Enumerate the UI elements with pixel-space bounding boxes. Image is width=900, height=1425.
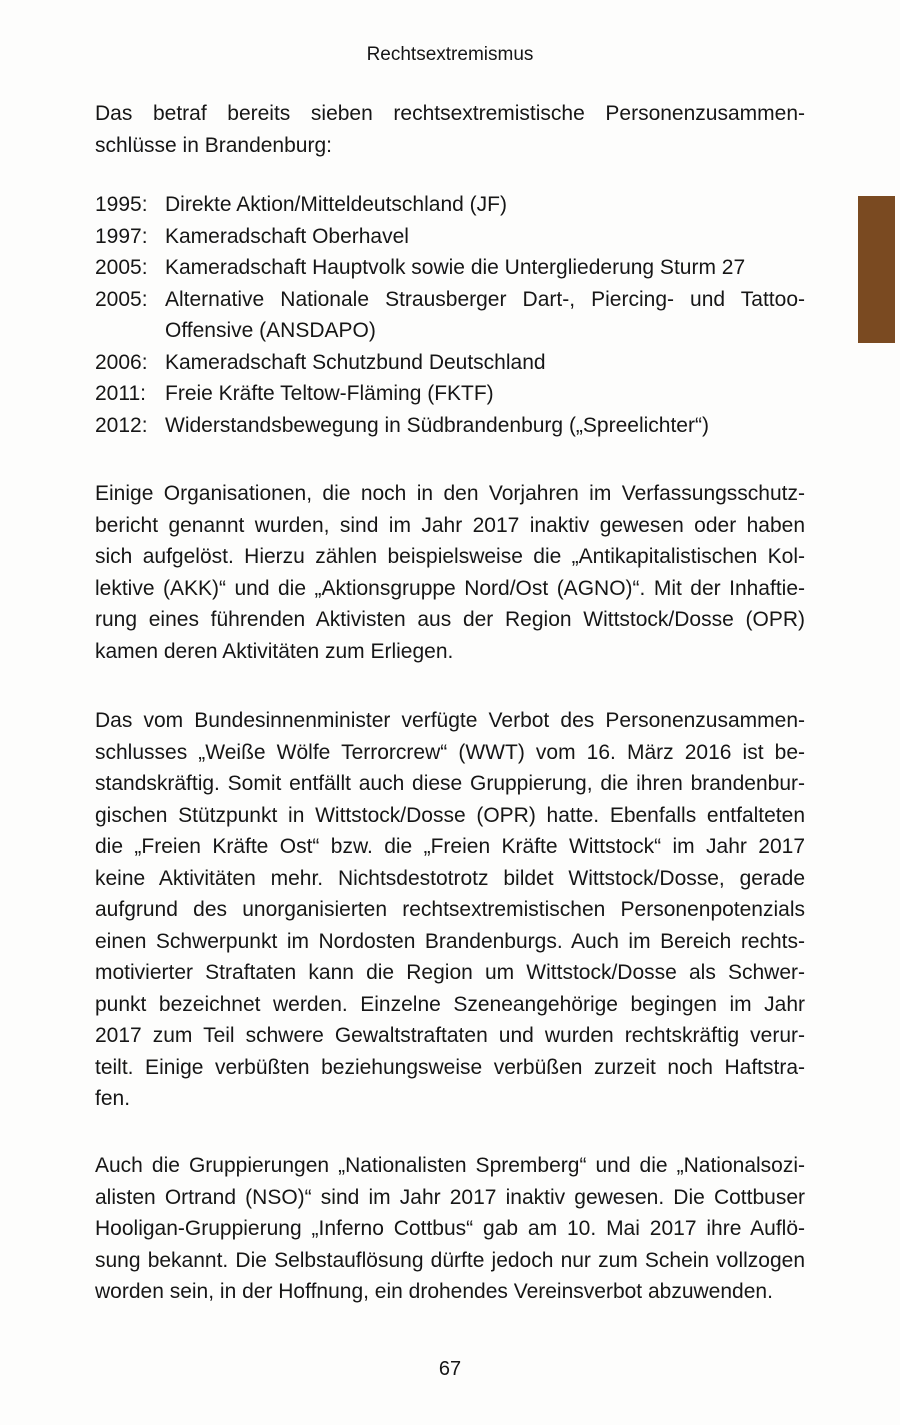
timeline-row [95,252,805,284]
timeline-year: 2006: [95,350,148,374]
text-line: gischen Stützpunkt in Wittstock/Dosse (OPR) hatte. Ebenfalls entfalteten [95,803,805,827]
timeline-entry [165,410,805,442]
timeline-entry [165,347,805,379]
timeline-row [95,410,805,442]
text-line: alisten Ortrand (NSO)“ sind im Jahr 2017 inaktiv gewesen. Die Cottbuser [95,1185,805,1209]
text-line: Hooligan-Gruppierung „Inferno Cottbus“ gab am 10. Mai 2017 ihre Auflö- [95,1217,805,1240]
text-line: motivierter Straftaten kann die Region um Wittstock/Dosse als Schwer- [95,961,805,984]
text-line: Das vom Bundesinnenminister verfügte Verbot des Personenzusammen- [95,709,805,732]
text-line: Das betraf bereits sieben rechtsextremistische Personenzusammen- [95,102,805,125]
page-number: 67 [438,1358,462,1380]
text-line: Kameradschaft Oberhavel [165,224,409,248]
text-line: die „Freien Kräfte Ost“ bzw. die „Freien Kräfte Wittstock“ im Jahr 2017 [95,835,805,858]
timeline-entry [165,221,805,253]
text-line: Widerstandsbewegung in Südbrandenburg („Spreelichter“) [165,413,709,437]
text-line: standskräftig. Somit entfällt auch diese Gruppierung, die ihren brandenbur- [95,772,805,795]
timeline-entry [165,189,805,221]
timeline-year: 2005: [95,256,148,279]
text-line: keine Aktivitäten mehr. Nichtsdestotrotz bildet Wittstock/Dosse, gerade [95,866,805,890]
timeline-year: 2012: [95,413,148,437]
paragraph-spremberg-ortrand [95,1150,805,1308]
timeline-year: 1995: [95,193,148,216]
intro-paragraph [95,98,805,161]
timeline-entry [165,284,805,347]
text-line: lektive (AKK)“ und die „Aktionsgruppe Nord/Ost (AGNO)“. Mit der Inhaftie- [95,576,805,600]
text-line: punkt bezeichnet werden. Einzelne Szeneangehörige begingen im Jahr [95,992,805,1016]
text-line: schlusses „Weiße Wölfe Terrorcrew“ (WWT) vom 16. März 2016 ist be- [95,740,805,764]
text-line: rung eines führenden Aktivisten aus der Region Wittstock/Dosse (OPR) [95,608,805,631]
timeline-row [95,378,805,410]
timeline-row [95,221,805,253]
text-line: Auch die Gruppierungen „Nationalisten Spremberg“ und die „Nationalsozi- [95,1154,805,1177]
timeline-entry [165,252,805,284]
text-line: Alternative Nationale Strausberger Dart-, Piercing- und Tattoo- [165,287,805,311]
text-line: Kameradschaft Hauptvolk sowie die Untergliederung Sturm 27 [165,256,746,279]
text-line: kamen deren Aktivitäten zum Erliegen. [95,639,454,663]
text-line: einen Schwerpunkt im Nordosten Brandenburgs. Auch im Bereich rechts- [95,929,805,953]
text-line: Kameradschaft Schutzbund Deutschland [165,350,546,374]
text-line: fen. [95,1087,131,1110]
text-line: Direkte Aktion/Mitteldeutschland (JF) [165,193,507,216]
timeline-row [95,284,805,347]
text-line: aufgrund des unorganisierten rechtsextremistischen Personenpotenzials [95,898,805,921]
text-line: Einige Organisationen, die noch in den Vorjahren im Verfassungsschutz- [95,482,805,505]
paragraph-wwt-verbot [95,705,805,1115]
text-line: sung bekannt. Die Selbstauflösung dürfte jedoch nur zum Schein vollzogen [95,1248,805,1272]
paragraph-inactive-organisations [95,478,805,667]
text-line: Offensive (ANSDAPO) [165,319,376,342]
timeline-year: 1997: [95,224,148,248]
text-line: Freie Kräfte Teltow-Fläming (FKTF) [165,382,494,405]
text-line: sich aufgelöst. Hierzu zählen beispielsweise die „Antikapitalistischen Kol- [95,545,805,568]
timeline-year: 2005: [95,287,148,311]
timeline-row [95,347,805,379]
text-line: teilt. Einige verbüßten beziehungsweise verbüßen zurzeit noch Haftstra- [95,1055,805,1079]
timeline-year: 2011: [95,382,146,405]
thumb-index-tab [858,196,895,343]
text-line: worden sein, in der Hoffnung, ein drohendes Vereinsverbot abzuwenden. [95,1280,773,1303]
text-line: bericht genannt wurden, sind im Jahr 2017 inaktiv gewesen oder haben [95,513,805,537]
text-line: schlüsse in Brandenburg: [95,133,332,157]
timeline-list [95,189,805,441]
text-line: 2017 zum Teil schwere Gewaltstraftaten und wurden rechtskräftig verur- [95,1024,805,1047]
running-head: Rechtsextremismus [366,44,534,65]
timeline-entry [165,378,805,410]
timeline-row [95,189,805,221]
